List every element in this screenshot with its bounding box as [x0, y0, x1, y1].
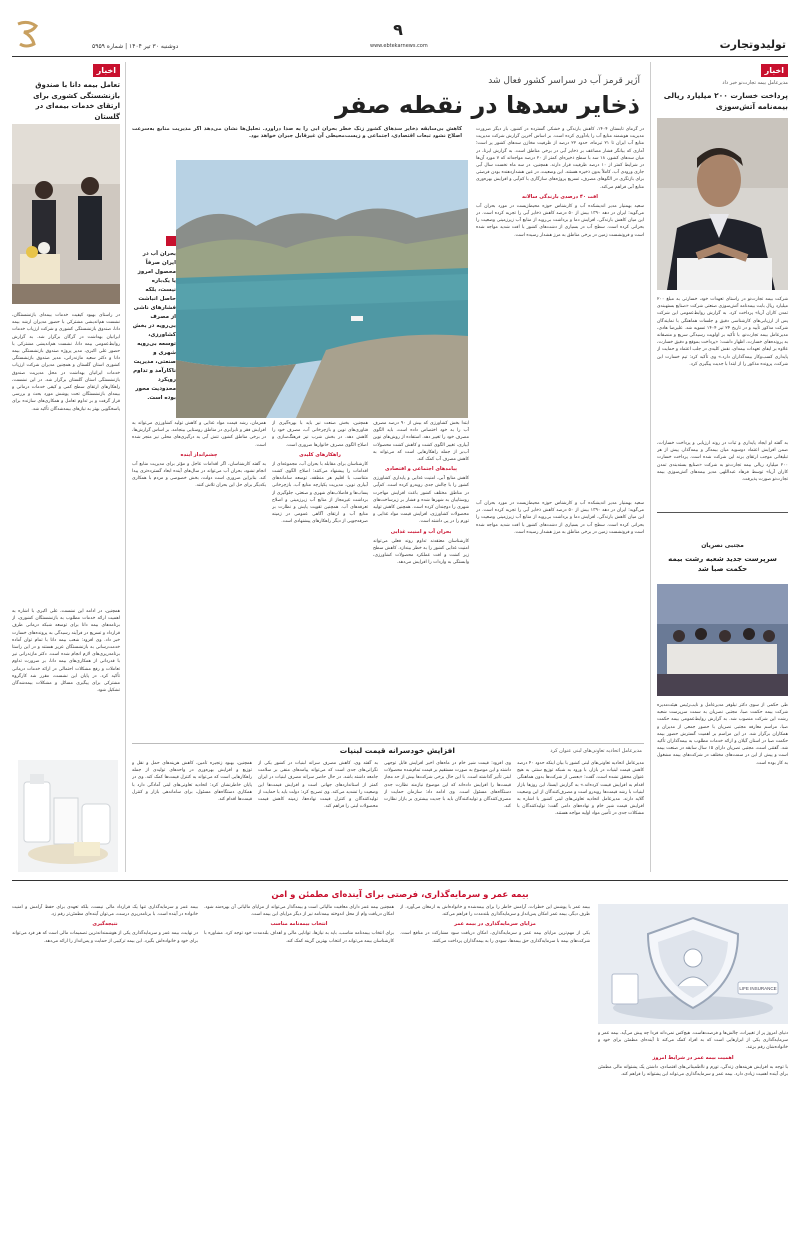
subheading: انتخاب بیمه‌نامه مناسب: [270, 921, 328, 928]
paragraph: در گرمای تابستان ۱۴۰۴، کاهش بارندگی و خشکی گسترده در کشور، بار دیگر ضرورت مدیریت هوشمند منابع آب را یادآوری کرده است. بر اساس آخرین گزارش شرکت مدیریت منابع آب ایران تا ۲۱ تیرماه، حدود ۲۲ درصد از ظرفیت مخازن سدهای کشور پر است؛ آماری که بیانگر فشار مضاعف بر ذخایر آبی در برخی مناطق است. به گزارش ایرنا، در میان سدهای کشور، ۱۸ سد با سطح ذخیره‌ای کمتر از ۲۰ درصد مواجه‌اند که ۷ مورد آن‌ها در شرایط کمتر از ۱۰ درصد ظرفیت قرار دارند. همچنین، در سه ماه نخست سال آبی جاری ورودی آب، کاملاً بدون ذخیره هستند. این وضعیت، در عین هشداردهنده بودن فرصتی برای بازنگری در الگوهای مصرف، تسریع پروژه‌های سازگاری با کم‌آبی و افزایش بهره‌وری منابع آبی فراهم می‌کند.: [476, 127, 644, 190]
subheading: پیامدهای اجتماعی و اقتصادی: [384, 466, 458, 473]
news-tag: اخبار: [93, 64, 120, 77]
lead-headline: ذخایر سدها در نقطه صفر: [335, 91, 640, 119]
paragraph: بیمه عمر با پوشش این خطرات، آرامش خاطر را برای بیمه‌شده و خانواده‌اش به ارمغان می‌آورد. از طرف دیگر، بیمه عمر امکان پس‌انداز و سرمایه‌گذاری بلندمدت را فراهم می‌کند.: [400, 905, 590, 918]
lead-col-3: [272, 420, 368, 738]
shield-label: LIFE INSURANCE: [739, 986, 777, 991]
dam-photo: [176, 160, 468, 418]
paragraph: به گفته کارشناسان، اگر اقدامات عاجل و مؤثر برای مدیریت منابع آب انجام نشود، بحران آب می‌تواند در سال‌های آینده ابعاد گسترده‌تری پیدا کند. بنابراین ضروری است دولت، بخش خصوصی و مردم با همکاری یکدیگر برای حل این بحران تلاش کنند.: [132, 461, 266, 489]
headline: پرداخت خسارت ۲۰۰ میلیارد ریالی بیمه‌نامه آتش‌سوزی: [663, 91, 788, 111]
kicker: مدیرعامل بیمه تجارت‌نو خبر داد: [722, 80, 788, 86]
website[interactable]: www.ebtekarnews.com: [370, 43, 428, 49]
section-divider: [132, 743, 644, 744]
subheading: اهمیت بیمه عمر در شرایط امروز: [652, 1054, 734, 1061]
dairy-photo: [18, 760, 118, 872]
dairy-headline: افزایش خودسرانه قیمت لبنیات: [339, 746, 455, 755]
paragraph: بیمه عمر و سرمایه‌گذاری تنها یک قرارداد مالی نیست، بلکه تعهدی برای حفظ آرامش و امنیت خانواده در آینده است. با برنامه‌ریزی درست، می‌توان آینده‌ای مطمئن‌تر رقم زد.: [12, 905, 198, 918]
article-body-2: طی حکمی از سوی دکتر نیلوفر مدیرعامل و نایب‌رئیس هیئت‌مدیره شرکت بیمه حکمت صبا، مجتبی نصریان به سمت سرپرست شعبه رشت این شرکت منصوب شد. به گزارش روابط‌عمومی بیمه حکمت صبا، مراسم معارفه مجتبی نصریان با حضور جمعی از مدیران و همکاران برگزار شد. در این مراسم بر اهمیت گسترش حضور بیمه حکمت صبا در استان گیلان و ارائه خدمات مطلوب به بیمه‌گذاران تأکید شد. گفتنی است، مجتبی نصریان دارای ۱۵ سال سابقه در صنعت بیمه است و پیش از این در سمت‌های مختلف در شرکت‌های بیمه مشغول به کار بوده است.: [657, 703, 788, 766]
paragraph: کارشناسان برای مقابله با بحران آب، مجموعه‌ای از اقدامات را پیشنهاد می‌کنند: اصلاح الگوی کشت متناسب با اقلیم هر منطقه، توسعه سامانه‌های آبیاری نوین، مدیریت یکپارچه منابع آب، بازچرخانی پساب‌ها و فاضلاب‌های شهری و صنعتی، جلوگیری از برداشت غیرمجاز از منابع آب زیرزمینی و اصلاح تعرفه‌های آب. همچنین تقویت پایش و نظارت بر منابع آب و ارتقای آگاهی عمومی در زمینه صرفه‌جویی از دیگر راهکارهای پیشنهادی است.: [272, 461, 368, 525]
paragraph: کارشناسان معتقدند تداوم روند فعلی می‌تواند امنیت غذایی کشور را به خطر بیندازد. کاهش سطح زیر کشت و افت عملکرد محصولات کشاورزی، وابستگی به واردات را افزایش می‌دهد.: [373, 538, 469, 566]
headline-2: سرپرست جدید شعبه رشت بیمه حکمت صبا شد: [668, 555, 777, 573]
dairy-col-3: به گفته وی، کاهش مصرف سرانه لبنیات در کشور یکی از نگرانی‌های جدی است که می‌تواند پیامدهای منفی بر سلامت جامعه داشته باشد. در حال حاضر سرانه مصرف لبنیات در ایران کمتر از استانداردهای جهانی است و افزایش قیمت‌ها این وضعیت را تشدید می‌کند. وی تصریح کرد: دولت باید با حمایت از تولیدکنندگان و کنترل قیمت نهاده‌ها، زمینه کاهش قیمت محصولات لبنی را فراهم کند.: [258, 761, 378, 810]
paragraph: ابتدا بخش کشاورزی که بیش از ۹۰ درصد مصرف آب را به خود اختصاص داده است، باید الگوی مصرف خود را تغییر دهد. استفاده از روش‌های نوین آبیاری، تغییر الگوی کشت و کاهش کشت محصولات آب‌بر از جمله راهکارهایی است که می‌تواند به کاهش مصرف آب کمک کند.: [373, 421, 469, 463]
section-title: تولیدوتجارت: [719, 38, 786, 51]
quote-icon: [166, 236, 176, 246]
pullquote: [132, 236, 176, 416]
paragraph: کاهش منابع آبی، امنیت غذایی و پایداری کشاورزی کشور را با چالش جدی روبه‌رو کرده است. کم‌آبی در مناطق مختلف کشور باعث افزایش مهاجرت روستاییان به شهرها شده و فشار بر زیرساخت‌های شهری را دوچندان کرده است. همچنین کاهش تولید محصولات کشاورزی، افزایش قیمت مواد غذایی و تورم را در پی داشته است.: [373, 476, 469, 525]
paragraph: سعید بهمنیار مدیر اندیشکده آب و کارشناس حوزه محیط‌زیست در مورد بحران آب می‌گوید: ایران در دهه ۱۳۹۰ بیش از ۵۰ درصد کاهش ذخایر آبی را تجربه کرده است. در این میان کاهش بارندگی، افزایش دما و برداشت بی‌رویه از منابع آب زیرزمینی وضعیت را بحرانی کرده است. سطح آب در بسیاری از دشت‌های کشور با افت شدید مواجه شده است و فرونشست زمین در برخی مناطق به مرز هشدار رسیده است.: [476, 203, 644, 238]
masthead: [0, 0, 800, 58]
kicker-2: مجتبی نصریان: [701, 542, 744, 549]
insurance-headline: بیمه عمر و سرمایه‌گذاری، فرصتی برای آینده‌ای مطمئن و امن: [271, 890, 529, 900]
article-body-cont: به گفته او ایجاد پایداری و ثبات در روند ارزیابی و پرداخت خسارات، ضمن افزایش اعتماد دوسویه میان بیمه‌گر و بیمه‌گذار، پیش از هر تبلیغاتی موجب ارتقای برند این شرکت شده است. پرداخت خسارت ۲۰۰ میلیارد ریالی بیمه تجارت‌نو به شرکت «صنایع بسته‌بندی تمدن کاران آریا» توسط فرهاد عبداللهی مدیر بیمه‌های آتش‌سوزی بیمه تجارت‌نو صورت پذیرفت.: [657, 441, 788, 483]
dairy-col-1: مدیرعامل اتحادیه تعاونی‌های لبنی کشور با بیان اینکه حدود ۴۰ درصد کاهش قیمت لبنیات در بازار، با ورود به شبکه توزیع سنتی به هیچ عنوان محقق نشده است، گفت: «بعضی از شرکت‌ها بدون هماهنگی اقدام به افزایش قیمت کرده‌اند.» به گزارش ایسنا، این روزها بازار لبنیات با رشد قیمت‌ها روبه‌رو است و مصرف‌کنندگان از این وضعیت گلایه دارند. مدیرعامل اتحادیه تعاونی‌های لبنی کشور با اشاره به افزایش قیمت شیر خام و نهاده‌های دامی گفت: تولیدکنندگان با مشکلات جدی در تأمین مواد اولیه مواجه هستند.: [517, 761, 644, 817]
paragraph: دنیای امروز پر از تغییرات، چالش‌ها و فرصت‌هاست. هیچ‌کس نمی‌داند فردا چه پیش می‌آید. بیمه عمر و سرمایه‌گذاری یکی از ابزارهایی است که به افراد کمک می‌کند تا آینده‌ای مطمئن برای خود و خانواده‌شان رقم بزنند.: [598, 1031, 788, 1051]
portrait-photo: [657, 118, 788, 290]
insurance-col-3: [204, 904, 394, 1230]
lead-intro: کاهش بی‌سابقه ذخایر سدهای کشور زنگ خطر بحران آبی را به صدا درآورد. تحلیل‌ها نشان می‌دهد اگر مدیریت منابع به‌سرعت اصلاح نشود تبعات اقتصادی، اجتماعی و زیست‌محیطی آن غیرقابل جبران خواهد بود.: [132, 126, 462, 140]
pullquote-text: بحران آب در ایران صرفاً محصول امروز یا یک‌باره نیست، بلکه حاصل انباشت فشارهای ناشی از مصرف بی‌رویه در بخش کشاورزی، توسعه بی‌رویه شهری و صنعتی، مدیریت ناکارآمد و تداوم رویکرد محدودیت‌ محور بوده است.: [132, 251, 176, 401]
subheading: مزایای سرمایه‌گذاری در بیمه عمر: [454, 921, 536, 928]
issue-line: دوشنبه ۳۰ تیر ۱۴۰۴ | شماره ۵۹۵۹: [92, 43, 179, 50]
dairy-source: مدیرعامل اتحادیه تعاونی‌های لبنی عنوان کرد: [550, 748, 642, 754]
section-divider: [657, 512, 788, 513]
lead-col-1: [476, 126, 644, 494]
article-body-cont: همچنین، در ادامه این نشست، علی اکبری با اشاره به اهمیت ارائه خدمات مطلوب به بازنشستگان کشوری، از برنامه‌های بیمه دانا برای توسعه شبکه درمانی طرف قرارداد و تسریع در فرآیند رسیدگی به پرونده‌های خسارت خبر داد. وی افزود: شعب بیمه دانا با تمام توان آماده خدمت‌رسانی به بازنشستگان عزیز هستند و در این راستا برنامه‌ریزی‌های لازم انجام شده است. دکتر مازندرانی نیز با قدردانی از همکاری‌های بیمه دانا، بر ضرورت تداوم تعاملات و رفع مشکلات احتمالی در ارائه خدمات درمانی تأکید کرد. در پایان این نشست، مقرر شد کارگروه مشترکی برای پیگیری مسائل و مشکلات بیمه‌شدگان تشکیل شود.: [12, 609, 120, 694]
column-divider: [125, 62, 126, 872]
insurance-col-4: [12, 904, 198, 1230]
right-column: [657, 62, 788, 874]
insurance-col-1: [598, 1030, 788, 1230]
masthead-rule: [12, 56, 788, 57]
section-divider: [12, 880, 788, 881]
subheading: راهکارهای کلیدی: [299, 451, 341, 458]
subheading: بحران آب و امنیت غذایی: [390, 528, 452, 535]
lead-col-4: [132, 420, 266, 738]
article-body: شرکت بیمه تجارت‌نو در راستای تعهدات خود، خسارتی به مبلغ ۲۰۰ میلیارد ریال بابت بیمه‌نامه آتش‌سوزی صنعتی شرکت «صنایع بستهبندی تمدن کاران آریا» پرداخت کرد. به گزارش روابط‌عمومی این شرکت پس از ارزیابی‌های کارشناسی دقیق و جلسات هماهنگی با نمایندگان شرکت مذکور تأیید و در تاریخ ۲۴ تیر ۱۴۰۴ تسویه شد. علیرضا هادی، مدیرعامل بیمه تجارت‌نو، با تأکید بر اولویت رسیدگی سریع و منصفانه به پرونده‌های خسارت، اظهار داشت: «پرداخت بموقع و دقیق خسارت، علاوه بر ایفای تعهدات بیمه‌ای، نقش کلیدی در جلب اعتماد و حمایت از پایداری کسب‌وکار بیمه‌گذاران دارد.» وی تأکید کرد: تیم خسارت این شرکت، پرونده مذکور را از ابتدا با جدیت پیگیری کرد.: [657, 297, 788, 367]
news-tag: اخبار: [761, 64, 788, 77]
paragraph: برای انتخاب بیمه‌نامه مناسب، باید به نیازها، توانایی مالی و اهداف بلندمدت خود توجه کرد. مشاوره با کارشناسان بیمه می‌تواند در انتخاب بهترین گزینه کمک کند.: [204, 931, 394, 944]
insurance-illustration: [598, 904, 788, 1024]
lead-kicker: آژیر قرمز آب در سراسر کشور فعال شد: [488, 76, 640, 86]
paragraph: یکی از مهم‌ترین مزایای بیمه عمر و سرمایه‌گذاری، امکان دریافت سود مشارکت در منافع است. شرکت‌های بیمه با سرمایه‌گذاری حق بیمه‌ها، سودی را به بیمه‌گذاران پرداخت می‌کنند.: [400, 931, 590, 944]
paragraph: همچنین، بخش صنعت نیز باید با بهره‌گیری از فناوری‌های نوین و بازچرخانی آب، مصرف خود را کاهش دهد. در بخش شرب نیز فرهنگ‌سازی و اصلاح الگوی مصرف خانوارها ضروری است.: [272, 421, 368, 448]
lead-col-1-cont: [476, 500, 644, 738]
insurance-col-2: [400, 904, 590, 1230]
paragraph: با توجه به افزایش هزینه‌های زندگی، تورم و نااطمینانی‌های اقتصادی، داشتن یک پشتوانه مالی مطمئن برای آینده اهمیت زیادی دارد. بیمه عمر و سرمایه‌گذاری می‌تواند این پشتوانه را فراهم کند.: [598, 1064, 788, 1077]
paragraph: همزمان، رشد قیمت مواد غذایی و کاهش تولید کشاورزی می‌تواند به افزایش فقر و نابرابری در مناطق روستایی بینجامد. بر اساس گزارش‌ها، در برخی مناطق کشور، تنش آبی به درگیری‌های محلی نیز منجر شده است.: [132, 421, 266, 448]
meeting-photo: [657, 584, 788, 696]
headline: تعامل بیمه دانا با صندوق بازنشستگی کشوری برای ارتقای خدمات بیمه‌ای در گلستان: [33, 81, 120, 121]
lead-col-2: [373, 420, 469, 738]
paragraph: همچنین بیمه عمر دارای معافیت مالیاتی است و بیمه‌گذار می‌تواند از مزایای مالیاتی آن بهره‌مند شود. امکان دریافت وام از محل اندوخته بیمه‌نامه نیز از دیگر مزایای این بیمه است.: [204, 905, 394, 918]
dairy-col-4: همچنین، بهبود زنجیره تأمین، کاهش هزینه‌های حمل و نقل و توزیع و افزایش بهره‌وری در واحدهای تولیدی از جمله راهکارهایی است که می‌تواند به کنترل قیمت‌ها کمک کند. وی در پایان خاطرنشان کرد: اتحادیه تعاونی‌های لبنی آمادگی دارد با همکاری دستگاه‌های مسئول، برای ساماندهی بازار و کنترل قیمت‌ها اقدام کند.: [132, 761, 252, 803]
subheading: نتیجه‌گیری: [92, 921, 118, 928]
subheading: افت ۴۰ درصدی بارندگی سالانه: [522, 193, 598, 200]
dairy-col-2: وی افزود: قیمت شیر خام در ماه‌های اخیر افزایش قابل توجهی داشته و این موضوع به صورت مستقیم بر قیمت تمام‌شده محصولات لبنی تأثیر گذاشته است. با این حال برخی شرکت‌ها بیش از حد مجاز قیمت‌ها را افزایش داده‌اند که این موضوع نیازمند نظارت جدی دستگاه‌های مسئول است. وی ادامه داد: سازمان حمایت از مصرف‌کنندگان و تولیدکنندگان باید با جدیت بیشتری بر بازار نظارت کند.: [384, 761, 511, 810]
left-column: [12, 62, 120, 874]
paragraph: در نهایت، بیمه عمر و سرمایه‌گذاری یکی از هوشمندانه‌ترین تصمیمات مالی است که هر فرد می‌تواند برای خود و خانواده‌اش بگیرد. این بیمه ترکیبی از حمایت و پس‌انداز را ارائه می‌دهد.: [12, 931, 198, 944]
column-divider: [650, 62, 651, 872]
newspaper-logo: [14, 18, 40, 52]
paragraph: سعید بهمنیار مدیر اندیشکده آب و کارشناس حوزه محیط‌زیست در مورد بحران آب می‌گوید: ایران در دهه ۱۳۹۰ بیش از ۵۰ درصد کاهش ذخایر آبی را تجربه کرده است. در این میان کاهش بارندگی، افزایش دما و برداشت بی‌رویه از منابع آب زیرزمینی وضعیت را بحرانی کرده است. سطح آب در بسیاری از دشت‌های کشور با افت شدید مواجه شده است و فرونشست زمین در برخی مناطق به مرز هشدار رسیده است.: [476, 501, 644, 535]
event-photo: [12, 124, 120, 304]
subheading: چشم‌انداز آینده: [180, 451, 218, 458]
page-number: ۹: [393, 20, 403, 39]
article-body: در راستای بهبود کیفیت خدمات بیمه‌ای بازنشستگان، نشست هم‌اندیشی مشترکی با حضور مدیران ارشد بیمه دانا، صندوق بازنشستگی کشوری و شرکت ارزیاب خدمات ایرانیان بهداشت در گرگان برگزار شد. به گزارش روابط‌عمومی بیمه دانا، نشست هم‌اندیشی مشترکی با حضور علی اکبری، مدیر پروژه صندوق بازنشستگی بیمه دانا و دکتر سعید مازندرانی، مدیر صندوق بازنشستگی کشوری استان گلستان و همچنین مدیران شرکت ارزیاب خدمات ایرانیان بهداشت در محل مدیریت صندوق بازنشستگی استان گلستان برگزار شد. در این نشست، راهکارهای ارتقای سطح کمی و کیفی خدمات درمانی و بیمه‌ای بازنشستگان تحت پوشش مورد بحث و بررسی قرار گرفت و بر تداوم تعامل و همکاری‌های سازنده برای پاسخگویی بهتر به نیازهای بیمه‌شدگان تأکید شد.: [12, 313, 120, 412]
